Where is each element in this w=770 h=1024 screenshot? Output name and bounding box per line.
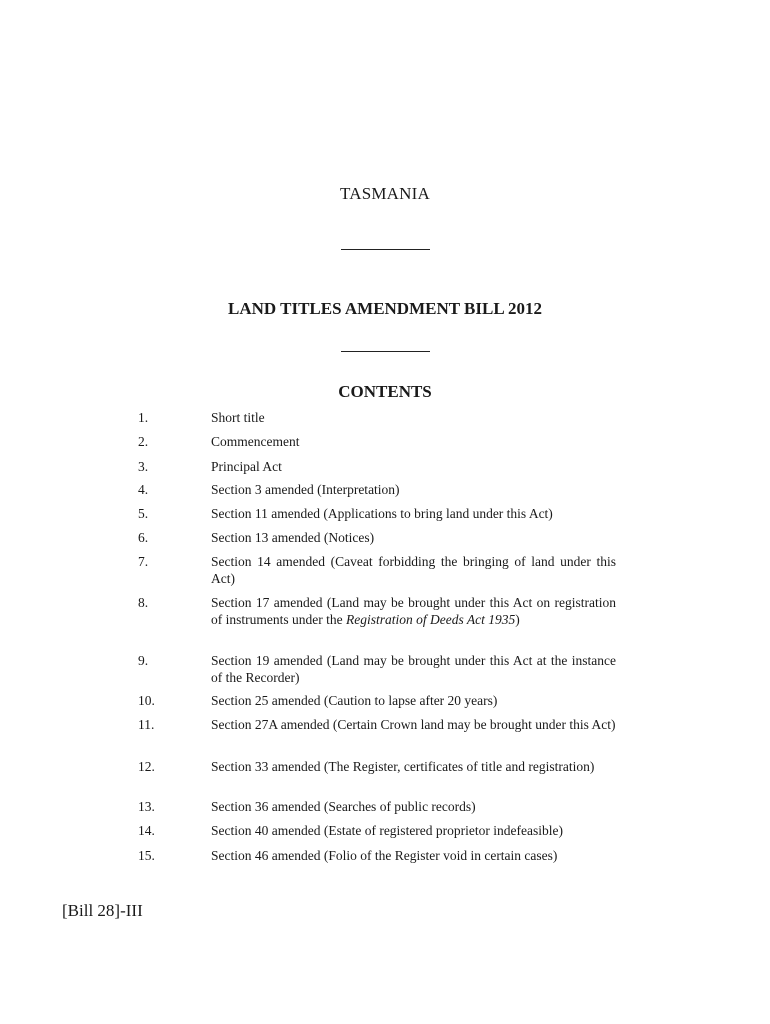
toc-item-number: 14. xyxy=(138,823,155,838)
toc-item-number: 8. xyxy=(138,595,149,610)
act-name-italic: Registration of Deeds Act 1935 xyxy=(345,612,516,627)
toc-item-text: Section 46 amended (Folio of the Register void in certain cases) xyxy=(211,848,558,863)
toc-item-number: 15. xyxy=(138,848,155,863)
bill-reference: [Bill 28]-III xyxy=(62,901,143,920)
toc-item-text: Section 36 amended (Searches of public records) xyxy=(211,799,476,814)
toc-item-text: Principal Act xyxy=(211,459,282,474)
divider-rule-top xyxy=(341,249,430,250)
toc-item-text: Section 33 amended (The Register, certificates of title and registration) xyxy=(211,759,595,774)
toc-item-number: 1. xyxy=(138,410,149,425)
toc-item-text: Section 40 amended (Estate of registered proprietor indefeasible) xyxy=(211,823,563,838)
toc-item-number: 6. xyxy=(138,530,149,545)
toc-item-text: Section 3 amended (Interpretation) xyxy=(211,482,400,497)
toc-item-number: 11. xyxy=(138,717,155,732)
toc-item-text-after: ) xyxy=(515,612,520,627)
toc-item-text: Section 19 amended (Land may be brought under this Act at the instance of the Recorder) xyxy=(211,653,616,685)
toc-item-number: 5. xyxy=(138,506,149,521)
toc-item-number: 9. xyxy=(138,653,149,668)
toc-item-text: Section 25 amended (Caution to lapse after 20 years) xyxy=(211,693,498,708)
bill-title: LAND TITLES AMENDMENT BILL 2012 xyxy=(228,299,542,318)
contents-heading: CONTENTS xyxy=(338,382,432,401)
toc-item-text xyxy=(211,594,616,628)
toc-item-text-before: Section 17 amended (Land may be brought under this Act on registration of instruments under the xyxy=(211,595,616,627)
toc-item-text: Section 13 amended (Notices) xyxy=(211,530,375,545)
toc-item-text: Section 11 amended (Applications to bring land under this Act) xyxy=(211,506,553,521)
toc-item-number: 13. xyxy=(138,799,155,814)
toc-item-number: 12. xyxy=(138,759,155,774)
toc-item-number: 4. xyxy=(138,482,149,497)
toc-item-number: 2. xyxy=(138,434,149,449)
toc-item-number: 7. xyxy=(138,554,149,569)
toc-item-text: Commencement xyxy=(211,434,300,449)
toc-item-number: 10. xyxy=(138,693,155,708)
toc-item-text: Short title xyxy=(211,410,265,425)
toc-item-number: 3. xyxy=(138,459,149,474)
toc-item-text: Section 27A amended (Certain Crown land may be brought under this Act) xyxy=(211,717,616,732)
toc-item-text: Section 14 amended (Caveat forbidding the bringing of land under this Act) xyxy=(211,554,616,586)
jurisdiction-heading: TASMANIA xyxy=(340,184,430,203)
divider-rule-bottom xyxy=(341,351,430,352)
